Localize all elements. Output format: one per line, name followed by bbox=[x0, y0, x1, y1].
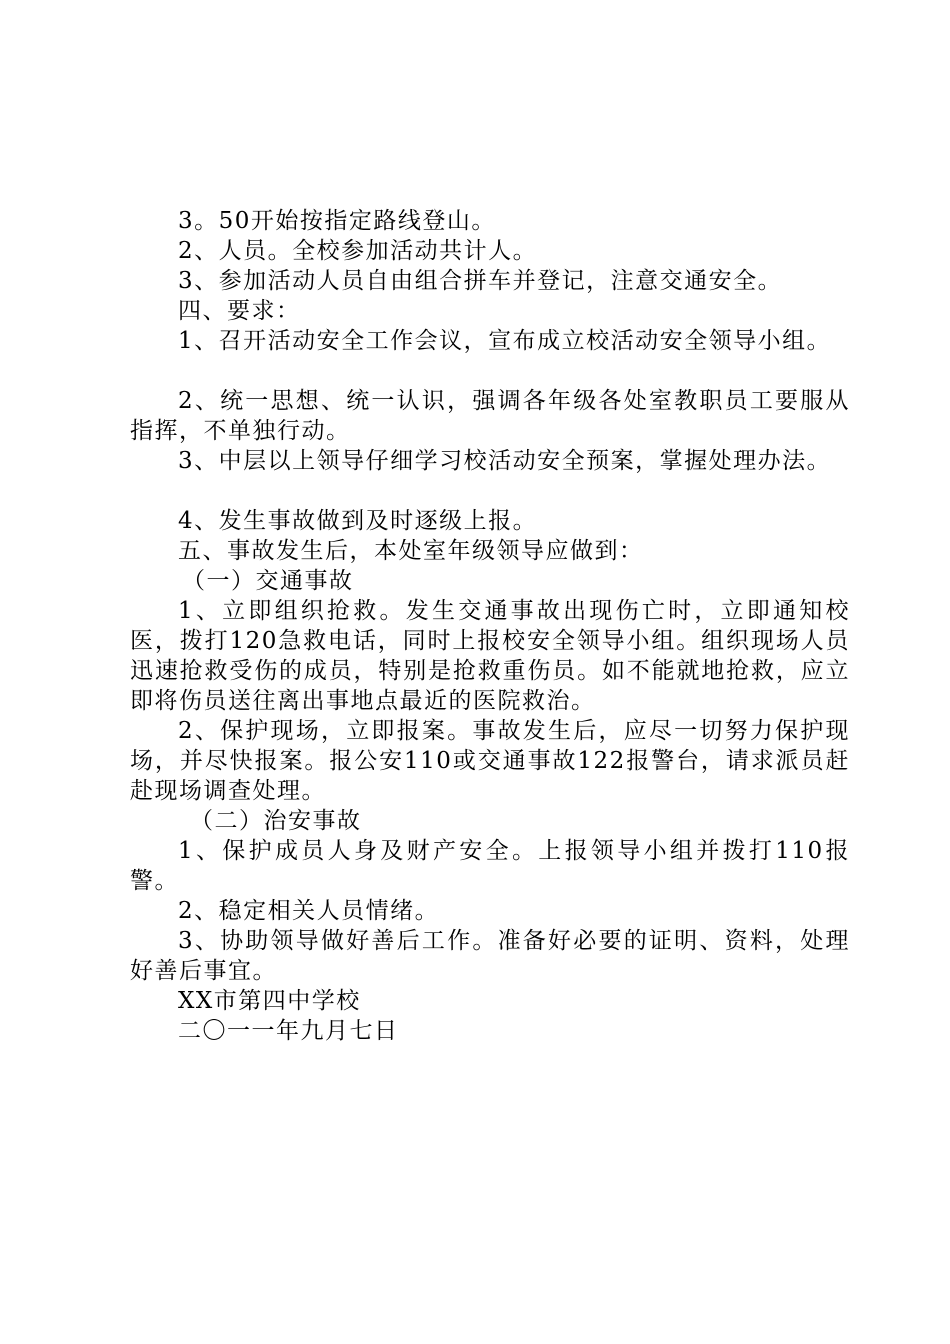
paragraph-personnel: 2、人员。全校参加活动共计人。 bbox=[178, 238, 538, 264]
paragraph-requirement-2: 2、统一思想、统一认识，强调各年级各处室教职员工要服从指挥，不单独行动。 bbox=[130, 388, 850, 444]
document-body bbox=[130, 206, 850, 1046]
paragraph-security-2: 2、稳定相关人员情绪。 bbox=[178, 898, 440, 924]
heading-requirements: 四、要求： bbox=[178, 298, 301, 324]
paragraph-requirement-4: 4、发生事故做到及时逐级上报。 bbox=[178, 508, 538, 534]
paragraph-security-1: 1、保护成员人身及财产安全。上报领导小组并拨打110报警。 bbox=[130, 838, 850, 894]
paragraph-traffic-2: 2、保护现场，立即报案。事故发生后，应尽一切努力保护现场，并尽快报案。报公安110或交通事故122报警台，请求派员赶赴现场调查处理。 bbox=[130, 718, 850, 804]
signature-school: XX市第四中学校 bbox=[178, 988, 361, 1014]
subheading-traffic-accident: （一）交通事故 bbox=[182, 568, 354, 594]
subheading-security-accident: （二）治安事故 bbox=[190, 808, 362, 834]
paragraph-traffic-1: 1、立即组织抢救。发生交通事故出现伤亡时，立即通知校医，拨打120急救电话，同时上报校安全领导小组。组织现场人员迅速抢救受伤的成员，特别是抢救重伤员。如不能就地抢救，应立即将伤员送往离出事地点最近的医院救治。 bbox=[130, 598, 850, 714]
paragraph-security-3: 3、协助领导做好善后工作。准备好必要的证明、资料，处理好善后事宜。 bbox=[130, 928, 850, 984]
paragraph-carpool: 3、参加活动人员自由组合拼车并登记，注意交通安全。 bbox=[178, 268, 783, 294]
signature-date: 二〇一一年九月七日 bbox=[178, 1018, 399, 1044]
paragraph-requirement-3: 3、中层以上领导仔细学习校活动安全预案，掌握处理办法。 bbox=[178, 448, 832, 474]
paragraph-requirement-1: 1、召开活动安全工作会议，宣布成立校活动安全领导小组。 bbox=[178, 328, 832, 354]
paragraph-start-time: 3。50开始按指定路线登山。 bbox=[178, 208, 496, 234]
heading-after-accident: 五、事故发生后，本处室年级领导应做到： bbox=[178, 538, 644, 564]
